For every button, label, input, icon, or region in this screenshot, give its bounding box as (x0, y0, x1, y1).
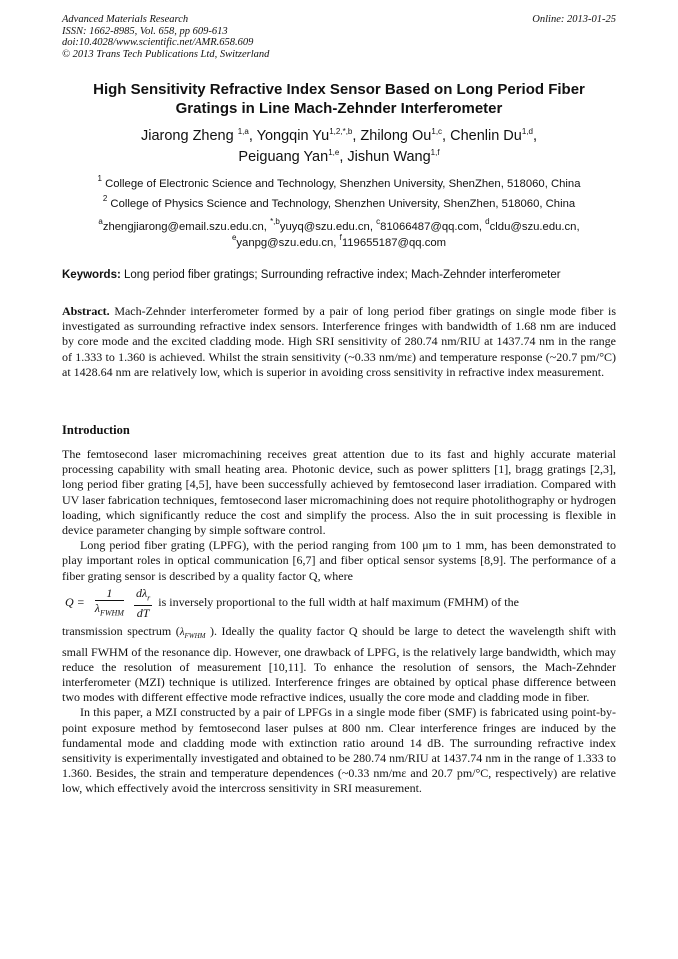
journal-header (62, 14, 616, 60)
author-line-1 (60, 126, 618, 147)
affiliation-2 (40, 194, 638, 211)
keywords (62, 268, 638, 282)
fwhm-subscript: FWHM (99, 608, 124, 618)
intro-paragraph-2c (62, 624, 616, 705)
author-name: Jiarong Zheng (140, 128, 238, 144)
equation-fraction-1 (95, 586, 124, 620)
email-list (40, 219, 638, 251)
email-address[interactable]: zhengjiarong@email.szu.edu.cn, (102, 221, 271, 233)
email-marker: d (485, 217, 490, 226)
quality-factor-equation (62, 586, 155, 620)
author-affil-marker: 1,2,*,b (329, 127, 353, 136)
author-affil-marker: 1,e (328, 148, 340, 157)
keywords-text: Long period fiber gratings; Surrounding refractive index; Mach-Zehnder interferometer (120, 269, 561, 281)
affiliation-text: College of Electronic Science and Technology, Shenzhen University, ShenZhen, 518060, China (101, 178, 581, 190)
equation-lhs: Q = (65, 595, 85, 610)
author-separator: , (532, 128, 537, 144)
author-affil-marker: 1,c (431, 127, 443, 136)
abstract-label: Abstract. (62, 304, 110, 318)
author-name: , Yongqin Yu (248, 128, 330, 144)
author-affil-marker: 1,d (521, 127, 533, 136)
fraction-numerator: 1 (95, 586, 124, 601)
journal-name: Advanced Materials Research (62, 14, 189, 25)
email-address[interactable]: 81066487@qq.com, (380, 221, 486, 233)
email-line-2 (40, 235, 638, 251)
email-marker: f (339, 233, 342, 242)
author-name: Peiguang Yan (238, 149, 329, 165)
title-line-1: High Sensitivity Refractive Index Sensor Based on Long Period Fiber (93, 81, 585, 98)
fraction-denominator (95, 601, 124, 620)
fraction-numerator (134, 586, 152, 606)
d-lambda-symbol: dλ (135, 585, 148, 600)
intro-paragraph-2b: is inversely proportional to the full width at half maximum (FMHM) of the (155, 594, 519, 609)
paper-title (60, 80, 618, 118)
abstract-text: Mach-Zehnder interferometer formed by a pair of long period fiber gratings on single mode fiber is investigated as surrounding refractive index sensors. Interference fringes with bandwidth of 1.68 nm are induced by core mode and the excited cladding mode. High SRI sensitivity of 280.74 nm/RIU at 1437.74 nm in the range of 1.333 to 1.360 is achieved. Whilst the strain sensitivity (~0.33 nm/mε) and temperature response (~20.7 pm/°C) at 1428.64 nm are relatively low, which is superior in avoiding cross sensitivity in refractive index measurement. (62, 304, 616, 379)
r-subscript: r (147, 593, 151, 603)
author-name: , Chenlin Du (442, 128, 522, 144)
email-address[interactable]: 119655187@qq.com (341, 237, 447, 249)
journal-copyright: © 2013 Trans Tech Publications Ltd, Switzerland (62, 48, 270, 60)
journal-issn: ISSN: 1662-8985, Vol. 658, pp 609-613 (62, 25, 228, 37)
section-heading-introduction: Introduction (62, 423, 130, 437)
lambda-symbol (179, 626, 206, 641)
intro-paragraph-2a: Long period fiber grating (LPFG), with the period ranging from 100 μm to 1 mm, has been demonstrated to play important roles in optical communication [6,7] and fiber optical sensor systems [8,9]. The performance of a fiber grating sensor is described by a quality factor Q, where (62, 538, 616, 583)
email-marker: c (376, 217, 381, 226)
affiliation-marker: 2 (102, 194, 108, 203)
email-address[interactable]: yuyq@szu.edu.cn, (279, 221, 377, 233)
author-affil-marker: 1,a (237, 127, 249, 136)
email-address[interactable]: yanpg@szu.edu.cn, (236, 237, 340, 249)
affiliation-marker: 1 (97, 174, 102, 183)
fraction-denominator: dT (136, 606, 150, 621)
author-name: , Jishun Wang (339, 149, 431, 165)
lambda-symbol: λ (94, 600, 100, 615)
author-affil-marker: 1,f (430, 148, 440, 157)
fwhm-subscript: FWHM (184, 632, 206, 641)
email-marker: a (98, 217, 103, 226)
abstract (62, 304, 616, 380)
intro-paragraph-3: In this paper, a MZI constructed by a pair of LPFGs in a single mode fiber (SMF) is fabricated using point-by-point exposure method by femtosecond laser pulses at 800 nm. Clear interference fringes are induced by the fundamental mode and cladding mode with extinction ratio around 14 dB. The surrounding refractive index sensitivity is experimentally investigated and obtained to be 280.74 nm/RIU at 1437.74 nm in the range of 1.333 to 1.360. Besides, the strain and temperature dependences (~0.33 nm/mε and 20.7 pm/°C, respectively) are relative low, which effectively avoid the intercross sensitivity in SRI measurement. (62, 705, 616, 796)
email-marker: *,b (270, 217, 280, 226)
text-run: ). Ideally the quality factor Q should be large to detect the wavelength shift with small FWHM of the resonance dip. However, one drawback of LPFG, is the relatively large bandwidth, which may reduce the resolution of measurement [10,11]. To enhance the resolution of sensors, the Mach-Zehnder interferometer (MZI) technique is utilized. Interference fringes are obtained by optical phase difference between two modes with different effective mode refractive indices, usually the core mode and cladding mode in fiber. (62, 624, 616, 705)
affiliation-text: College of Physics Science and Technology, Shenzhen University, ShenZhen, 518060, China (107, 198, 576, 210)
lambda-glyph: λ (179, 626, 185, 639)
journal-doi: doi:10.4028/www.scientific.net/AMR.658.609 (62, 37, 254, 49)
email-address[interactable]: cldu@szu.edu.cn, (489, 221, 580, 233)
keywords-label: Keywords: (62, 269, 121, 281)
affiliation-1 (40, 174, 638, 191)
email-marker: e (231, 233, 237, 242)
author-line-2 (60, 147, 618, 168)
author-list (60, 126, 618, 168)
text-run: transmission spectrum ( (62, 624, 180, 639)
author-name: , Zhilong Ou (352, 128, 432, 144)
online-date: Online: 2013-01-25 (532, 14, 616, 25)
title-line-2: Gratings in Line Mach-Zehnder Interferometer (175, 100, 503, 117)
equation-fraction-2 (134, 586, 152, 620)
intro-paragraph-1: The femtosecond laser micromachining receives great attention due to its fast and highly accurate material processing capability with small heating area. Photonic device, such as power splitters [1], bragg gratings [2,3], long period fiber grating [4,5], have been successfully achieved by femtosecond laser irradiation. Compared with UV laser fabrication techniques, femtosecond laser micromachining does not require photolithography or hydrogen loading, which significantly reduce the cost and simplify the process. Also the in suit processing is flexible in device parameter changing by simple software control. (62, 447, 616, 538)
intro-paragraph-2-equation-line (62, 586, 616, 620)
introduction-body (62, 447, 616, 797)
